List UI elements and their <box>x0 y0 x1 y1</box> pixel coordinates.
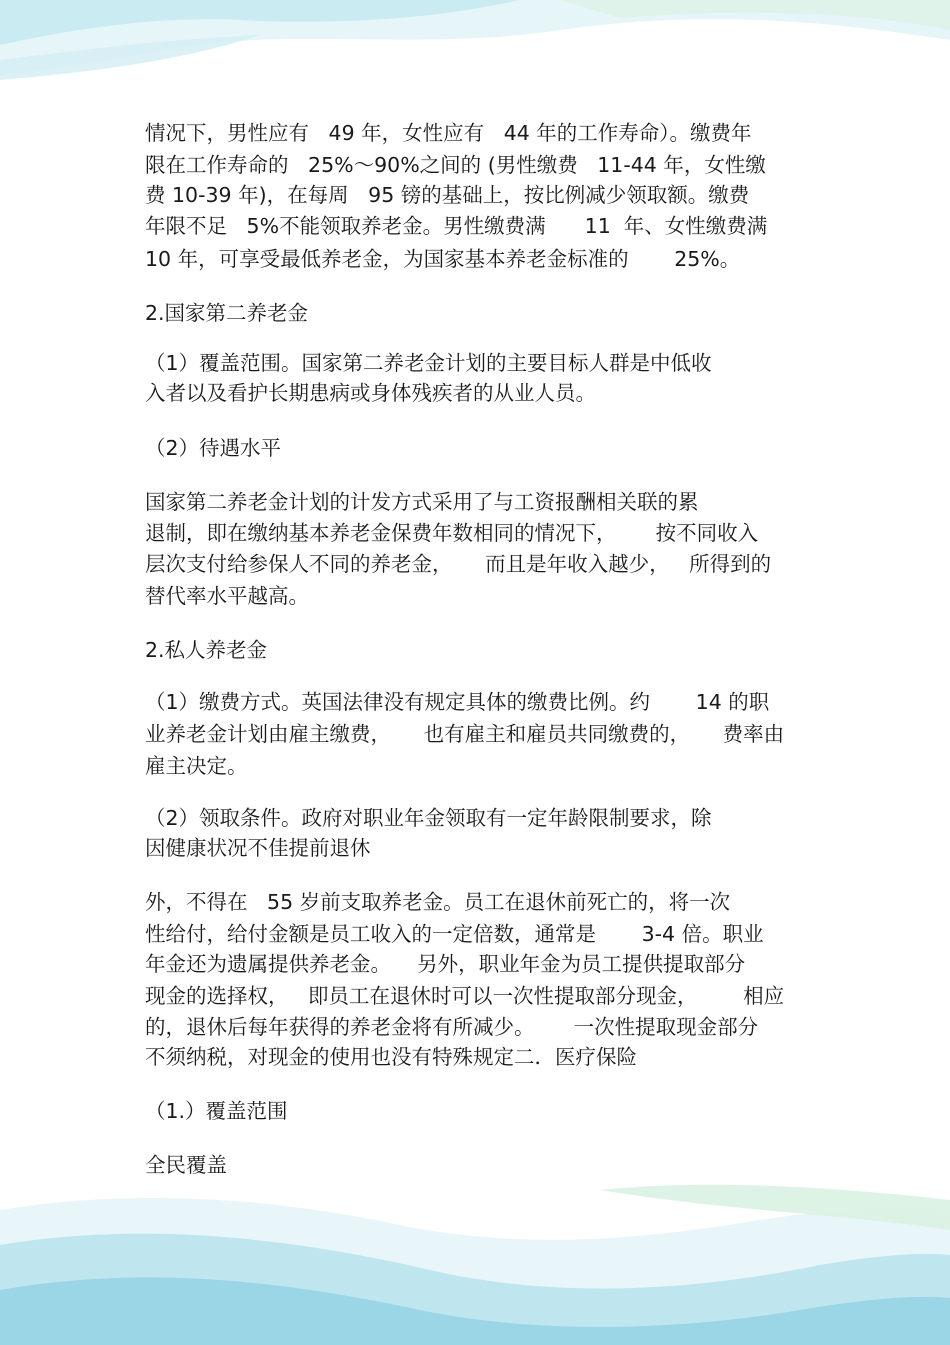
text-line: （2）领取条件。政府对职业年金领取有一定年龄限制要求，除 <box>145 806 712 830</box>
text-line: 因健康状况不佳提前退休 <box>145 836 371 860</box>
bottom-wave-decoration <box>0 1170 950 1345</box>
text-line: 情况下，男性应有 49 年，女性应有 44 年的工作寿命）。缴费年 <box>145 121 752 145</box>
subsection-heading: （1.）覆盖范围 <box>145 1099 288 1123</box>
text-line: 退制，即在缴纳基本养老金保费年数相同的情况下， 按不同收入 <box>145 521 759 545</box>
subsection-heading: （2）待遇水平 <box>145 436 282 460</box>
text-line: 10 年，可享受最低养老金，为国家基本养老金标准的 25%。 <box>145 247 741 271</box>
text-line: 业养老金计划由雇主缴费， 也有雇主和雇员共同缴费的， 费率由 <box>145 722 785 746</box>
text-line: 入者以及看护长期患病或身体残疾者的从业人员。 <box>145 381 596 405</box>
text-line: 年金还为遗属提供养老金。 另外，职业年金为员工提供提取部分 <box>145 952 746 976</box>
text-line: 费 10-39 年)，在每周 95 镑的基础上，按比例减少领取额。缴费 <box>145 183 750 207</box>
text-line: 年限不足 5%不能领取养老金。男性缴费满 11 年、女性缴费满 <box>145 214 768 238</box>
text-line: 层次支付给参保人不同的养老金， 而且是年收入越少， 所得到的 <box>145 552 772 576</box>
text-line: 性给付，给付金额是员工收入的一定倍数，通常是 3-4 倍。职业 <box>145 922 764 946</box>
text-line: 现金的选择权， 即员工在退休时可以一次性提取部分现金， 相应 <box>145 984 785 1008</box>
text-line: 雇主决定。 <box>145 754 248 778</box>
text-line: （1）覆盖范围。国家第二养老金计划的主要目标人群是中低收 <box>145 351 712 375</box>
text-line: 限在工作寿命的 25%～90%之间的 (男性缴费 11-44 年，女性缴 <box>145 153 766 177</box>
text-line: （1）缴费方式。英国法律没有规定具体的缴费比例。约 14 的职 <box>145 690 770 714</box>
text-line: 外，不得在 55 岁前支取养老金。员工在退休前死亡的，将一次 <box>145 890 731 914</box>
top-wave-decoration <box>0 0 950 110</box>
text-line: 不须纳税，对现金的使用也没有特殊规定二．医疗保险 <box>145 1045 637 1069</box>
section-heading: 2.国家第二养老金 <box>145 301 309 325</box>
text-line: 替代率水平越高。 <box>145 584 309 608</box>
text-line: 全民覆盖 <box>145 1153 227 1177</box>
section-heading: 2.私人养老金 <box>145 638 268 662</box>
text-line: 的，退休后每年获得的养老金将有所减少。 一次性提取现金部分 <box>145 1015 759 1039</box>
text-line: 国家第二养老金计划的计发方式采用了与工资报酬相关联的累 <box>145 490 699 514</box>
